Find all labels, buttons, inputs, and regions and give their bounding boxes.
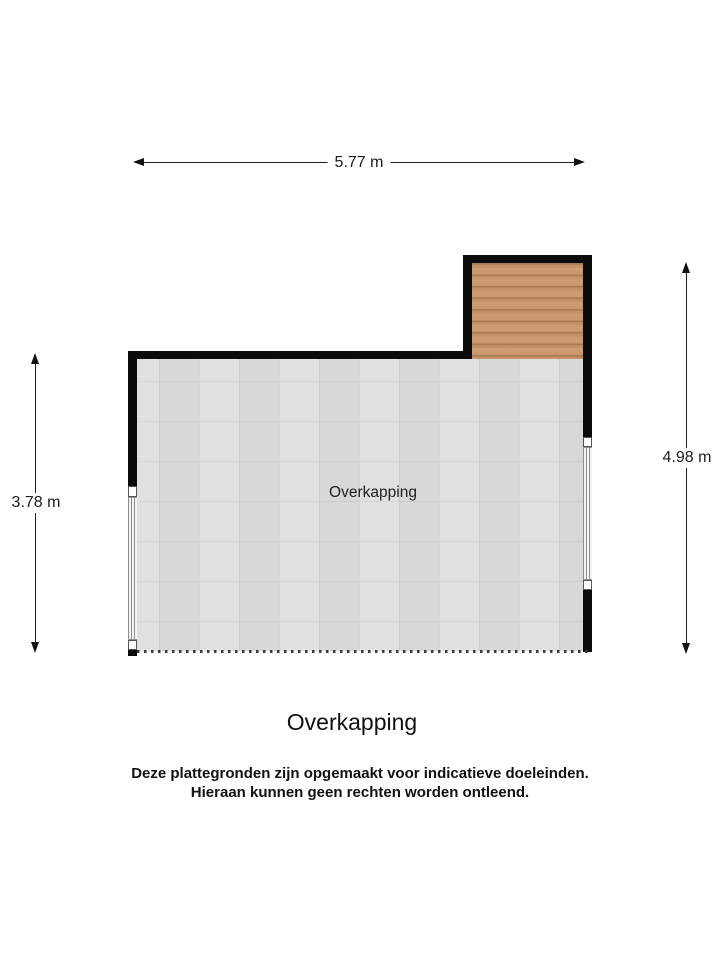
wall-top bbox=[128, 351, 472, 359]
wall-right-window-junction-bottom bbox=[583, 580, 592, 590]
wall-left-window-junction-bottom bbox=[128, 640, 137, 650]
window-right bbox=[583, 447, 592, 580]
wall-left-upper bbox=[128, 351, 137, 486]
disclaimer-line-1: Deze plattegronden zijn opgemaakt voor indicatieve doeleinden. bbox=[131, 765, 589, 782]
disclaimer-line-2: Hieraan kunnen geen rechten worden ontleend. bbox=[190, 784, 530, 801]
wood-deck-floor bbox=[472, 263, 583, 359]
window-left bbox=[128, 497, 137, 640]
dimension-right-label: 4.98 m bbox=[656, 448, 719, 468]
room-label: Overkapping bbox=[329, 484, 417, 501]
disclaimer bbox=[0, 764, 720, 802]
wall-deck-top bbox=[463, 255, 592, 263]
canopy-floor bbox=[137, 359, 583, 651]
wall-right-lower bbox=[583, 590, 592, 652]
dimension-top-label: 5.77 m bbox=[328, 153, 391, 173]
wall-left-window-junction-top bbox=[128, 486, 137, 497]
wall-deck-left bbox=[463, 255, 472, 359]
wall-right-upper bbox=[583, 255, 592, 437]
wall-left-stub bbox=[128, 650, 137, 656]
page-title: Overkapping bbox=[286, 709, 418, 735]
open-edge-dashed-line bbox=[137, 650, 592, 653]
dimension-left-label: 3.78 m bbox=[5, 493, 68, 513]
wall-right-window-junction-top bbox=[583, 437, 592, 447]
